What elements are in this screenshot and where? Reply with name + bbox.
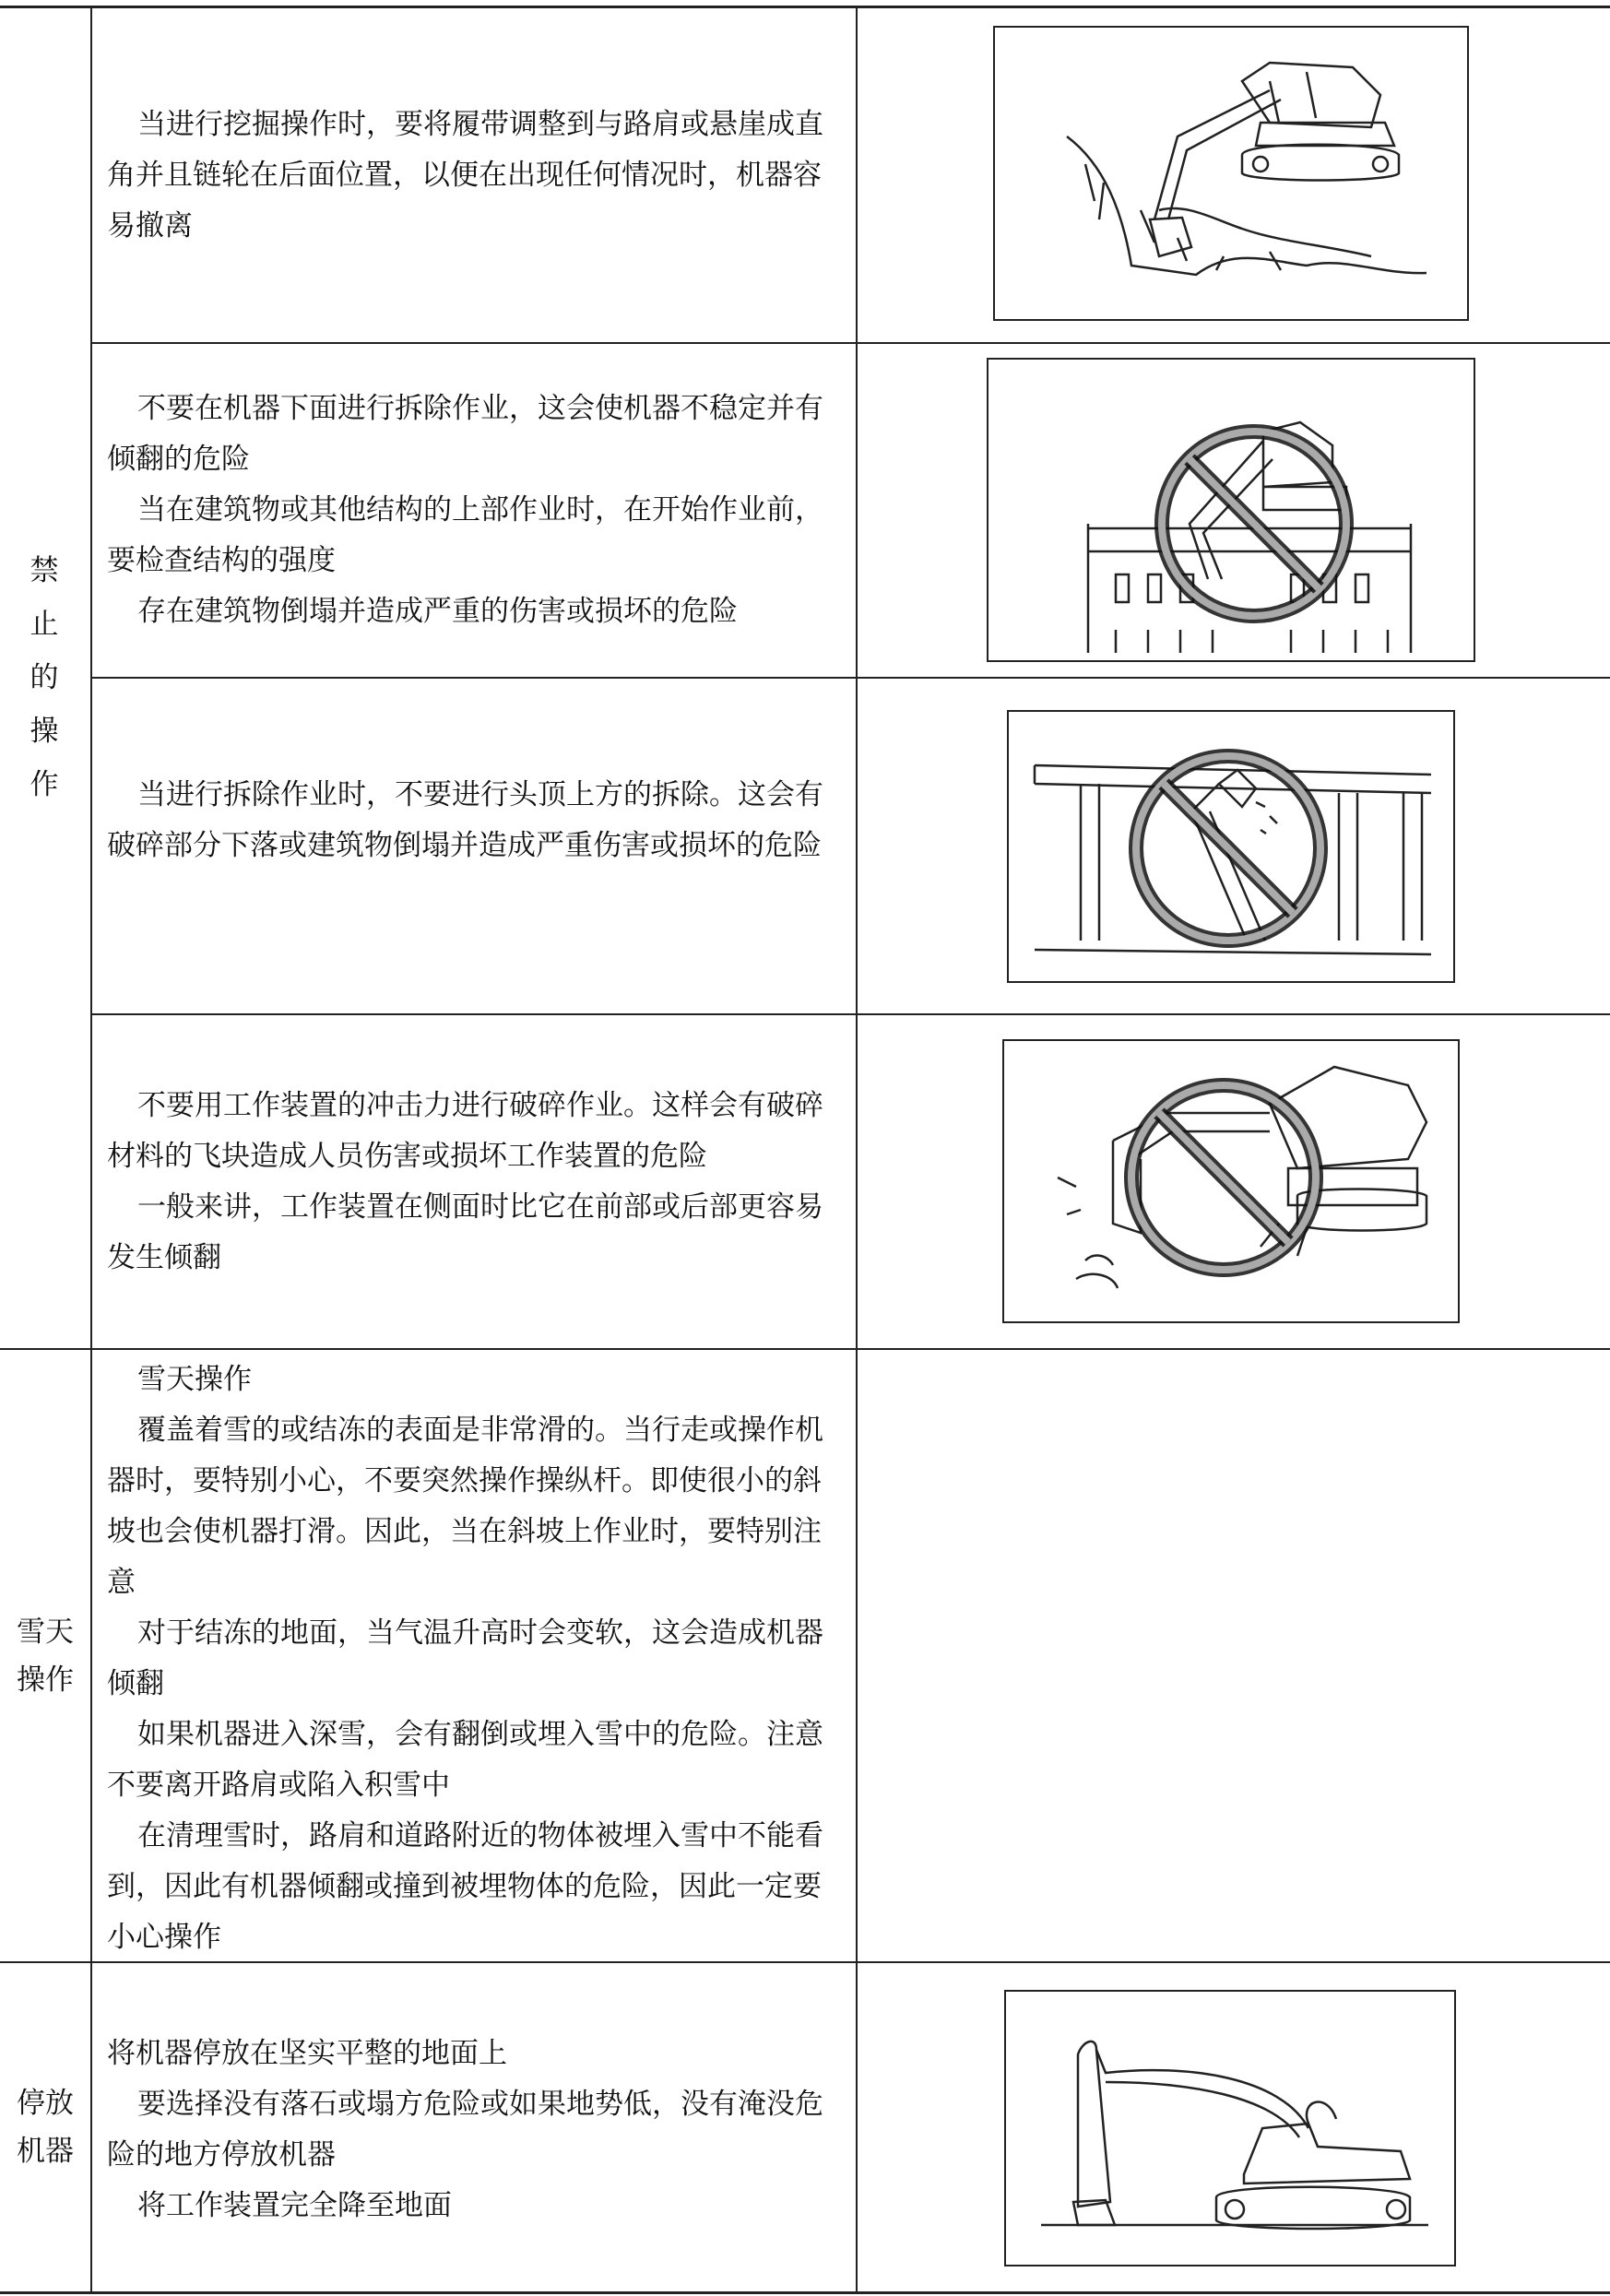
category-snow [0,1350,90,1961]
paragraph: 不要用工作装置的冲击力进行破碎作业。这样会有破碎材料的飞块造成人员伤害或损坏工作装置的危险 [107,1089,823,1173]
undercut-demolition-illustration [987,358,1475,662]
paragraph: 雪天操作 [137,1363,252,1396]
column-divider [90,6,92,2294]
row-divider [90,342,1610,344]
overhead-demolition-illustration [1007,710,1455,983]
paragraph: 如果机器进入深雪，会有翻倒或埋入雪中的危险。注意不要离开路肩或陷入积雪中 [107,1718,823,1802]
row-divider [90,1013,1610,1015]
paragraph: 要选择没有落石或塌方危险或如果地势低，没有淹没危险的地方停放机器 [107,2088,823,2172]
parking-text [107,2029,845,2231]
paragraph: 存在建筑物倒塌并造成严重的伤害或损坏的危险 [137,595,738,628]
category-snow-label: 雪天操作 [17,1615,74,1697]
paragraph: 当在建筑物或其他结构的上部作业时，在开始作业前，要检查结构的强度 [107,493,823,577]
row-divider [90,677,1610,679]
excavator-cliff-illustration [993,26,1469,321]
paragraph: 当进行挖掘操作时，要将履带调整到与路肩或悬崖成直角并且链轮在后面位置，以便在出现任何情况时，机器容易撤离 [107,108,823,243]
row-2-text [107,384,845,637]
paragraph: 一般来讲，工作装置在侧面时比它在前部或后部更容易发生倾翻 [107,1190,823,1274]
parked-excavator-illustration [1004,1990,1456,2266]
snow-text [107,1355,845,1963]
category-prohibited: 禁止的操作 [30,554,59,801]
category-parking [0,1963,90,2291]
paragraph: 不要在机器下面进行拆除作业，这会使机器不稳定并有倾翻的危险 [107,392,823,476]
category-parking-label: 停放机器 [17,2087,74,2168]
paragraph: 将工作装置完全降至地面 [137,2189,452,2222]
table-top-rule [0,6,1610,8]
row-4-text [107,1081,845,1284]
paragraph: 在清理雪时，路肩和道路附近的物体被埋入雪中不能看到，因此有机器倾翻或撞到被埋物体的危险，因此一定要小心操作 [107,1819,823,1954]
paragraph: 将机器停放在坚实平整的地面上 [107,2037,507,2070]
impact-breaking-illustration [1002,1039,1460,1323]
paragraph: 对于结冻的地面，当气温升高时会变软，这会造成机器倾翻 [107,1616,823,1700]
column-divider [856,6,858,2294]
paragraph: 当进行拆除作业时，不要进行头顶上方的拆除。这会有破碎部分下落或建筑物倒塌并造成严重伤害或损坏的危险 [107,778,823,862]
row-divider [0,1348,1610,1350]
paragraph: 覆盖着雪的或结冻的表面是非常滑的。当行走或操作机器时，要特别小心，不要突然操作操纵杆。即使很小的斜坡也会使机器打滑。因此，当在斜坡上作业时，要特别注意 [107,1414,823,1599]
row-3-text [107,770,845,871]
table-bottom-rule [0,2291,1610,2294]
row-1-text [107,100,845,252]
